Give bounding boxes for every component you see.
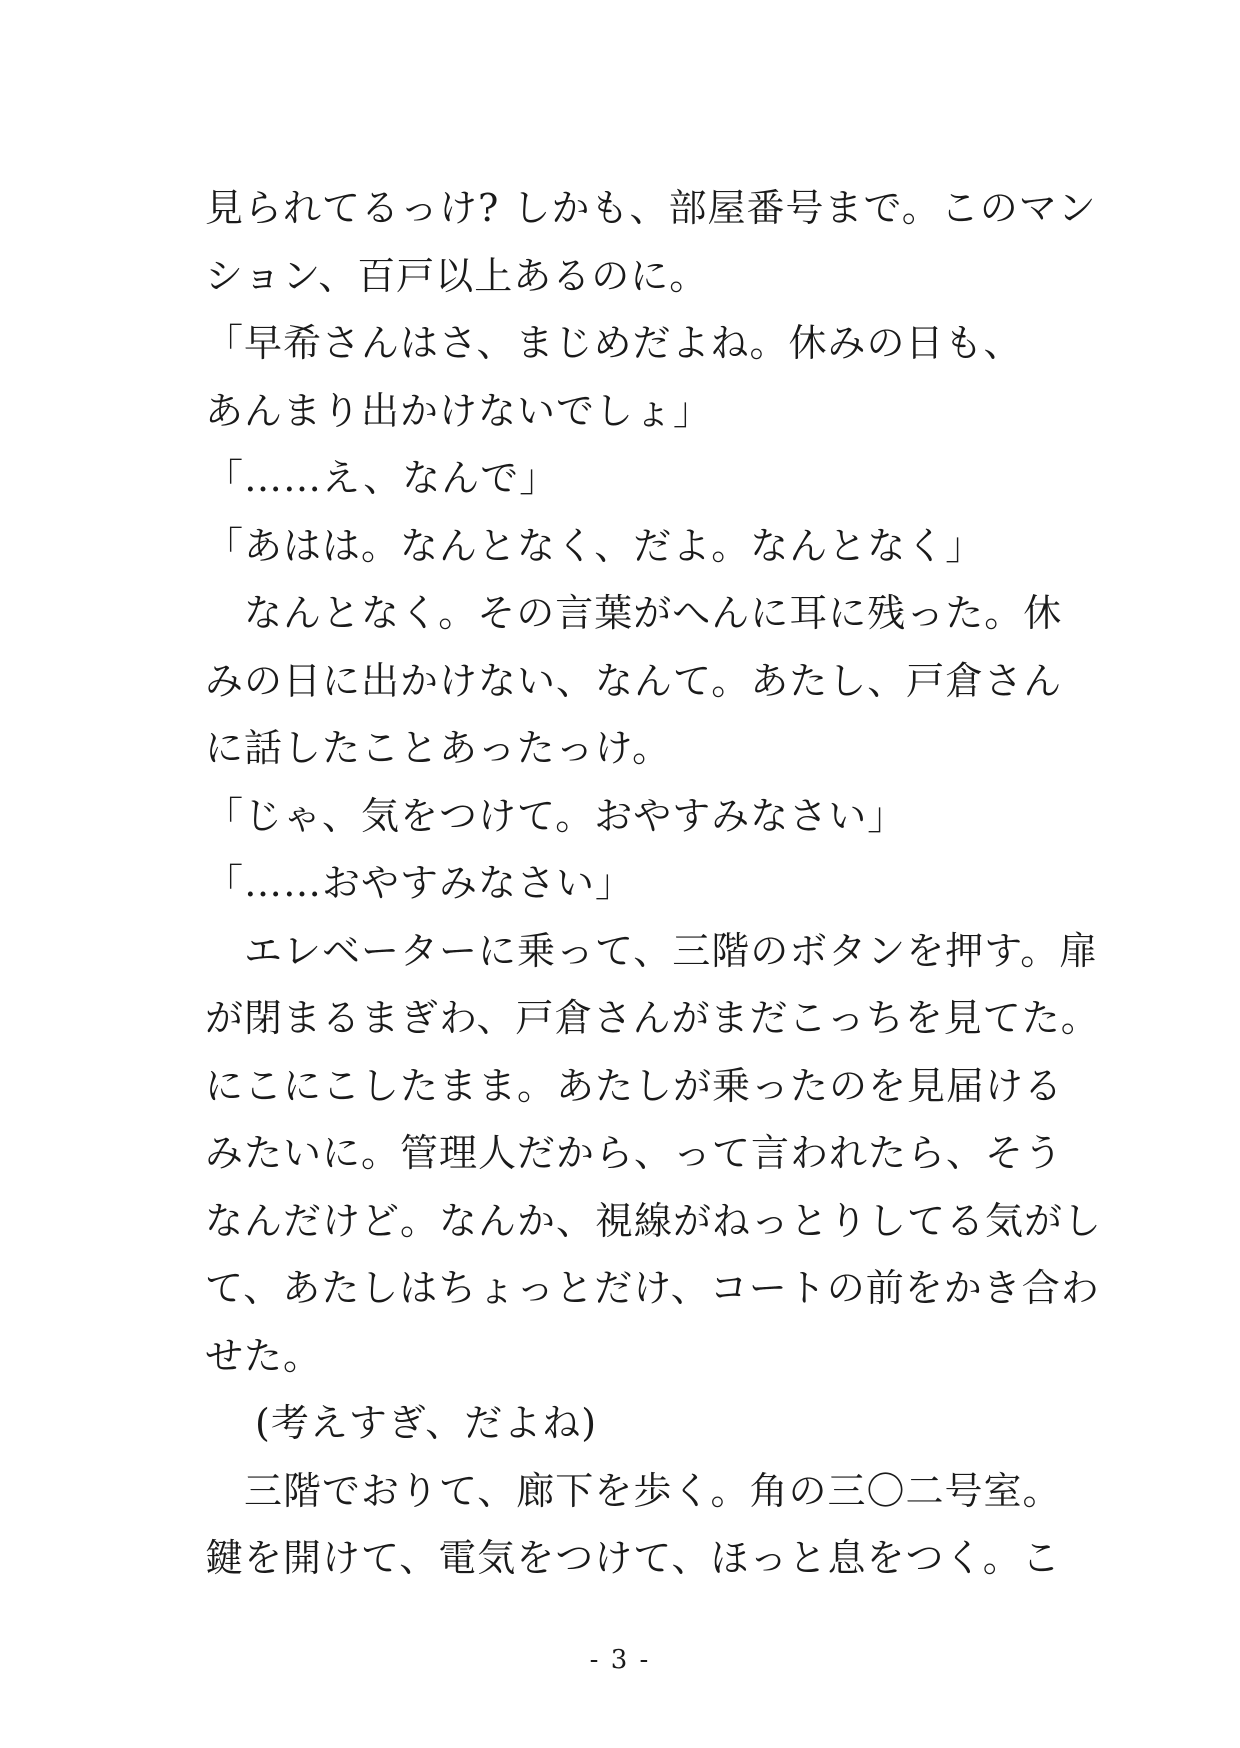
- text-line: ション、百戸以上あるのに。: [205, 253, 709, 298]
- text-line: 「……え、なんで」: [205, 456, 559, 500]
- text-line: あんまり出かけないでしょ」: [205, 388, 713, 433]
- text-line: せた。: [205, 1333, 323, 1378]
- text-line: 「じゃ、気をつけて。おやすみなさい」: [205, 793, 907, 838]
- body-text: [205, 175, 1103, 1593]
- text-line: 見られてるっけ? しかも、部屋番号まで。このマン: [205, 186, 1097, 230]
- text-line: みたいに。管理人だから、って言われたら、そう: [205, 1131, 1064, 1175]
- text-line: 「……おやすみなさい」: [205, 861, 635, 905]
- text-line: に話したことあったっけ。: [205, 726, 672, 770]
- text-line: (考えすぎ、だよね): [255, 1401, 598, 1445]
- page-number: - 3 -: [589, 1645, 651, 1675]
- text-line: なんとなく。その言葉がへんに耳に残った。休: [205, 591, 1063, 635]
- text-line: にこにこしたまま。あたしが乗ったのを見届ける: [205, 1063, 1064, 1108]
- text-line: 鍵を開けて、電気をつけて、ほっと息をつく。こ: [205, 1536, 1061, 1580]
- text-line: 「早希さんはさ、まじめだよね。休みの日も、: [205, 321, 1023, 365]
- text-line: 三階でおりて、廊下を歩く。角の三〇二号室。: [205, 1468, 1062, 1513]
- text-line: みの日に出かけない、なんて。あたし、戸倉さん: [205, 658, 1063, 703]
- text-line: なんだけど。なんか、視線がねっとりしてる気がし: [205, 1198, 1103, 1243]
- text-line: が閉まるまぎわ、戸倉さんがまだこっちを見てた。: [205, 996, 1100, 1040]
- text-line: て、あたしはちょっとだけ、コートの前をかき合わ: [205, 1266, 1100, 1310]
- text-line: エレベーターに乗って、三階のボタンを押す。扉: [205, 928, 1099, 973]
- text-line: 「あはは。なんとなく、だよ。なんとなく」: [205, 523, 985, 568]
